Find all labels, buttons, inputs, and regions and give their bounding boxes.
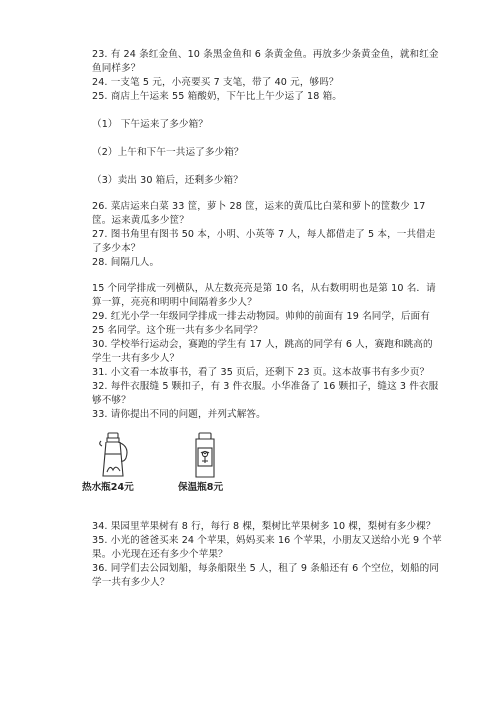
flask-label: 保温瓶8元 xyxy=(178,482,224,493)
question-25-part-1: （1） 下午运来了多少箱？ xyxy=(92,119,208,130)
question-25-part-2: （2）上午和下午一共运了多少箱？ xyxy=(92,147,244,158)
thermos-icon xyxy=(96,432,136,478)
flask-image xyxy=(188,432,222,478)
question-31: 31. 小文看一本故事书，看了 35 页后，还剩下 23 页。这本故事书有多少页？ xyxy=(92,367,430,378)
question-35-line-1: 35. 小光的爸爸买来 24 个苹果，妈妈买来 16 个苹果，小朋友又送给小光 9 个苹 xyxy=(92,535,442,546)
question-36-line-1: 36. 同学们去公园划船，每条船限坐 5 人，租了 9 条船还有 6 个空位，划船的同 xyxy=(92,563,440,574)
question-36-line-2: 学一共有多少人？ xyxy=(92,577,170,588)
question-32-line-1: 32. 每件衣服缝 5 颗扣子，有 3 件衣服。小华准备了 16 颗扣子，缝这 3 件衣服 xyxy=(92,381,439,392)
flask-icon xyxy=(188,432,222,478)
question-23-line-1: 23. 有 24 条红金鱼、10 条黑金鱼和 6 条黄金鱼。再放多少条黄金鱼，就和红金 xyxy=(92,49,439,60)
question-35-line-2: 果。小光现在还有多少个苹果？ xyxy=(92,549,228,560)
question-27-line-2: 了多少本？ xyxy=(92,243,141,254)
question-23-line-2: 鱼同样多？ xyxy=(92,63,141,74)
question-26-line-2: 筐。运来黄瓜多少筐？ xyxy=(92,215,189,226)
question-30-line-2: 学生一共有多少人？ xyxy=(92,353,180,364)
question-28-line-1: 15 个同学排成一列横队，从左数亮亮是第 10 名，从右数明明也是第 10 名．请 xyxy=(92,283,436,294)
question-24: 24. 一支笔 5 元，小亮要买 7 支笔，带了 40 元，够吗？ xyxy=(92,77,339,88)
question-29-line-1: 29. 红光小学一年级同学排成一排去动物园。帅帅的前面有 19 名同学，后面有 xyxy=(92,311,430,322)
question-28: 28. 间隔几人。 xyxy=(92,257,160,268)
question-29-line-2: 25 名同学。这个班一共有多少名同学？ xyxy=(92,325,263,336)
question-26-line-1: 26. 菜店运来白菜 33 筐，萝卜 28 筐，运来的黄瓜比白菜和萝卜的筐数少 17 xyxy=(92,201,426,212)
question-27-line-1: 27. 图书角里有图书 50 本，小明、小英等 7 人，每人都借走了 5 本，一共借走 xyxy=(92,229,436,240)
question-28-line-2: 算一算，亮亮和明明中间隔着多少人？ xyxy=(92,297,257,308)
thermos-image xyxy=(96,432,136,478)
question-25-part-3: （3）卖出 30 箱后，还剩多少箱？ xyxy=(92,175,243,186)
thermos-label: 热水瓶24元 xyxy=(82,482,134,493)
question-25: 25. 商店上午运来 55 箱酸奶，下午比上午少运了 18 箱。 xyxy=(92,91,342,102)
question-32-line-2: 够不够？ xyxy=(92,395,131,406)
question-34: 34. 果园里苹果树有 8 行，每行 8 棵，梨树比苹果树多 10 棵，梨树有多少棵？ xyxy=(92,521,436,532)
question-30-line-1: 30. 学校举行运动会，赛跑的学生有 17 人，跳高的同学有 6 人，赛跑和跳高的 xyxy=(92,339,433,350)
question-33: 33. 请你提出不同的问题，并列式解答。 xyxy=(92,409,266,420)
